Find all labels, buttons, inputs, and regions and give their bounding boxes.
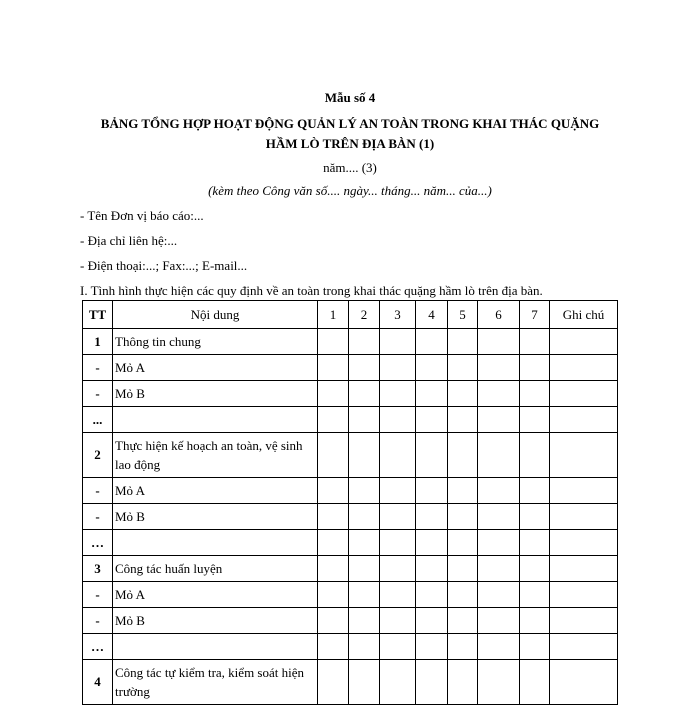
data-cell-1 xyxy=(318,407,349,433)
row-number: - xyxy=(83,504,113,530)
data-cell-3 xyxy=(380,556,416,582)
data-cell-2 xyxy=(349,660,380,705)
notes-cell xyxy=(550,407,618,433)
row-number: 1 xyxy=(83,329,113,355)
row-number: - xyxy=(83,478,113,504)
data-cell-6 xyxy=(478,381,520,407)
row-number: 3 xyxy=(83,556,113,582)
data-cell-7 xyxy=(520,478,550,504)
data-cell-2 xyxy=(349,381,380,407)
data-cell-3 xyxy=(380,381,416,407)
data-cell-3 xyxy=(380,433,416,478)
table-row xyxy=(83,582,618,608)
data-cell-5 xyxy=(448,634,478,660)
data-cell-5 xyxy=(448,381,478,407)
form-number: Mẫu số 4 xyxy=(324,90,376,105)
data-cell-5 xyxy=(448,433,478,478)
data-cell-6 xyxy=(478,530,520,556)
notes-cell xyxy=(550,329,618,355)
header-col-5: 5 xyxy=(448,301,478,329)
data-cell-7 xyxy=(520,433,550,478)
data-cell-6 xyxy=(478,504,520,530)
notes-cell xyxy=(550,608,618,634)
header-col-7: 7 xyxy=(520,301,550,329)
data-cell-5 xyxy=(448,329,478,355)
data-cell-7 xyxy=(520,582,550,608)
data-cell-1 xyxy=(318,478,349,504)
table-row xyxy=(83,634,618,660)
data-cell-2 xyxy=(349,478,380,504)
notes-cell xyxy=(550,556,618,582)
table-row xyxy=(83,329,618,355)
data-cell-7 xyxy=(520,407,550,433)
row-content: Mỏ A xyxy=(113,478,318,504)
data-cell-6 xyxy=(478,329,520,355)
data-cell-1 xyxy=(318,530,349,556)
data-cell-3 xyxy=(380,504,416,530)
header-content: Nội dung xyxy=(113,301,318,329)
data-cell-2 xyxy=(349,407,380,433)
data-cell-7 xyxy=(520,329,550,355)
row-content: Mỏ A xyxy=(113,582,318,608)
data-cell-4 xyxy=(416,608,448,634)
table-row xyxy=(83,433,618,478)
data-cell-1 xyxy=(318,355,349,381)
row-content: Mỏ A xyxy=(113,355,318,381)
row-number: … xyxy=(83,634,113,660)
document-title xyxy=(60,114,640,154)
row-content: Mỏ B xyxy=(113,608,318,634)
data-cell-1 xyxy=(318,660,349,705)
data-cell-2 xyxy=(349,504,380,530)
data-cell-5 xyxy=(448,530,478,556)
data-cell-6 xyxy=(478,556,520,582)
section-title: I. Tình hình thực hiện các quy định về an toàn trong khai thác quặng hầm lò trên địa bàn. xyxy=(80,283,543,298)
data-cell-7 xyxy=(520,660,550,705)
data-cell-7 xyxy=(520,530,550,556)
data-cell-4 xyxy=(416,556,448,582)
data-cell-4 xyxy=(416,504,448,530)
title-line-2: HẦM LÒ TRÊN ĐỊA BÀN (1) xyxy=(265,136,435,151)
contact-phone: - Điện thoại:...; Fax:...; E-mail... xyxy=(80,258,248,273)
data-cell-6 xyxy=(478,582,520,608)
table-row xyxy=(83,504,618,530)
table-header-row xyxy=(83,301,618,329)
row-content: Công tác huấn luyện xyxy=(113,556,318,582)
data-cell-6 xyxy=(478,355,520,381)
data-cell-3 xyxy=(380,329,416,355)
notes-cell xyxy=(550,634,618,660)
title-line-1: BẢNG TỔNG HỢP HOẠT ĐỘNG QUẢN LÝ AN TOÀN TRONG KHAI THÁC QUẶNG xyxy=(100,116,600,131)
report-year: năm.... (3) xyxy=(323,160,377,175)
data-cell-7 xyxy=(520,355,550,381)
data-cell-4 xyxy=(416,407,448,433)
data-cell-6 xyxy=(478,433,520,478)
data-cell-6 xyxy=(478,407,520,433)
data-cell-6 xyxy=(478,660,520,705)
header-col-3: 3 xyxy=(380,301,416,329)
data-cell-5 xyxy=(448,556,478,582)
header-col-6: 6 xyxy=(478,301,520,329)
data-cell-2 xyxy=(349,582,380,608)
data-cell-1 xyxy=(318,608,349,634)
data-cell-6 xyxy=(478,608,520,634)
data-cell-7 xyxy=(520,381,550,407)
notes-cell xyxy=(550,478,618,504)
row-number: … xyxy=(83,530,113,556)
table-row xyxy=(83,608,618,634)
notes-cell xyxy=(550,660,618,705)
header-col-2: 2 xyxy=(349,301,380,329)
data-cell-2 xyxy=(349,355,380,381)
notes-cell xyxy=(550,582,618,608)
notes-cell xyxy=(550,504,618,530)
data-cell-6 xyxy=(478,478,520,504)
data-cell-2 xyxy=(349,530,380,556)
data-cell-1 xyxy=(318,381,349,407)
data-cell-2 xyxy=(349,634,380,660)
data-cell-1 xyxy=(318,556,349,582)
data-cell-4 xyxy=(416,530,448,556)
data-cell-3 xyxy=(380,582,416,608)
row-content: Thực hiện kế hoạch an toàn, vệ sinh lao động xyxy=(113,433,318,478)
data-cell-5 xyxy=(448,660,478,705)
data-cell-5 xyxy=(448,504,478,530)
row-number: 4 xyxy=(83,660,113,705)
header-notes: Ghi chú xyxy=(550,301,618,329)
data-cell-5 xyxy=(448,582,478,608)
row-number: 2 xyxy=(83,433,113,478)
data-cell-2 xyxy=(349,329,380,355)
data-cell-5 xyxy=(448,407,478,433)
header-col-4: 4 xyxy=(416,301,448,329)
data-cell-3 xyxy=(380,530,416,556)
contact-address: - Địa chỉ liên hệ:... xyxy=(80,233,178,248)
data-cell-3 xyxy=(380,608,416,634)
data-cell-3 xyxy=(380,355,416,381)
data-cell-6 xyxy=(478,634,520,660)
data-cell-3 xyxy=(380,407,416,433)
table-row xyxy=(83,355,618,381)
data-cell-4 xyxy=(416,381,448,407)
data-cell-4 xyxy=(416,660,448,705)
row-content: Công tác tự kiểm tra, kiểm soát hiện trường xyxy=(113,660,318,705)
data-cell-4 xyxy=(416,329,448,355)
data-cell-2 xyxy=(349,556,380,582)
row-number: - xyxy=(83,355,113,381)
summary-table xyxy=(82,300,618,705)
data-cell-5 xyxy=(448,355,478,381)
table-row xyxy=(83,660,618,705)
data-cell-1 xyxy=(318,634,349,660)
reference-note: (kèm theo Công văn số.... ngày... tháng... năm... của...) xyxy=(208,183,492,198)
table-row xyxy=(83,381,618,407)
row-number: - xyxy=(83,381,113,407)
data-cell-4 xyxy=(416,582,448,608)
data-cell-4 xyxy=(416,634,448,660)
header-col-1: 1 xyxy=(318,301,349,329)
data-cell-7 xyxy=(520,556,550,582)
notes-cell xyxy=(550,530,618,556)
notes-cell xyxy=(550,355,618,381)
table-row xyxy=(83,478,618,504)
data-cell-1 xyxy=(318,329,349,355)
table-row xyxy=(83,556,618,582)
row-number: ... xyxy=(83,407,113,433)
data-cell-2 xyxy=(349,608,380,634)
data-cell-5 xyxy=(448,608,478,634)
notes-cell xyxy=(550,433,618,478)
data-cell-2 xyxy=(349,433,380,478)
data-cell-7 xyxy=(520,634,550,660)
row-content xyxy=(113,407,318,433)
row-content xyxy=(113,634,318,660)
table-row xyxy=(83,407,618,433)
row-number: - xyxy=(83,608,113,634)
data-cell-4 xyxy=(416,433,448,478)
data-cell-1 xyxy=(318,582,349,608)
row-number: - xyxy=(83,582,113,608)
table-row xyxy=(83,530,618,556)
data-cell-4 xyxy=(416,355,448,381)
header-tt: TT xyxy=(83,301,113,329)
notes-cell xyxy=(550,381,618,407)
data-cell-3 xyxy=(380,660,416,705)
data-cell-1 xyxy=(318,433,349,478)
data-cell-5 xyxy=(448,478,478,504)
data-cell-7 xyxy=(520,608,550,634)
row-content xyxy=(113,530,318,556)
row-content: Mỏ B xyxy=(113,381,318,407)
row-content: Thông tin chung xyxy=(113,329,318,355)
data-cell-1 xyxy=(318,504,349,530)
row-content: Mỏ B xyxy=(113,504,318,530)
data-cell-7 xyxy=(520,504,550,530)
reporting-unit: - Tên Đơn vị báo cáo:... xyxy=(80,208,204,223)
data-cell-3 xyxy=(380,634,416,660)
data-cell-3 xyxy=(380,478,416,504)
data-cell-4 xyxy=(416,478,448,504)
